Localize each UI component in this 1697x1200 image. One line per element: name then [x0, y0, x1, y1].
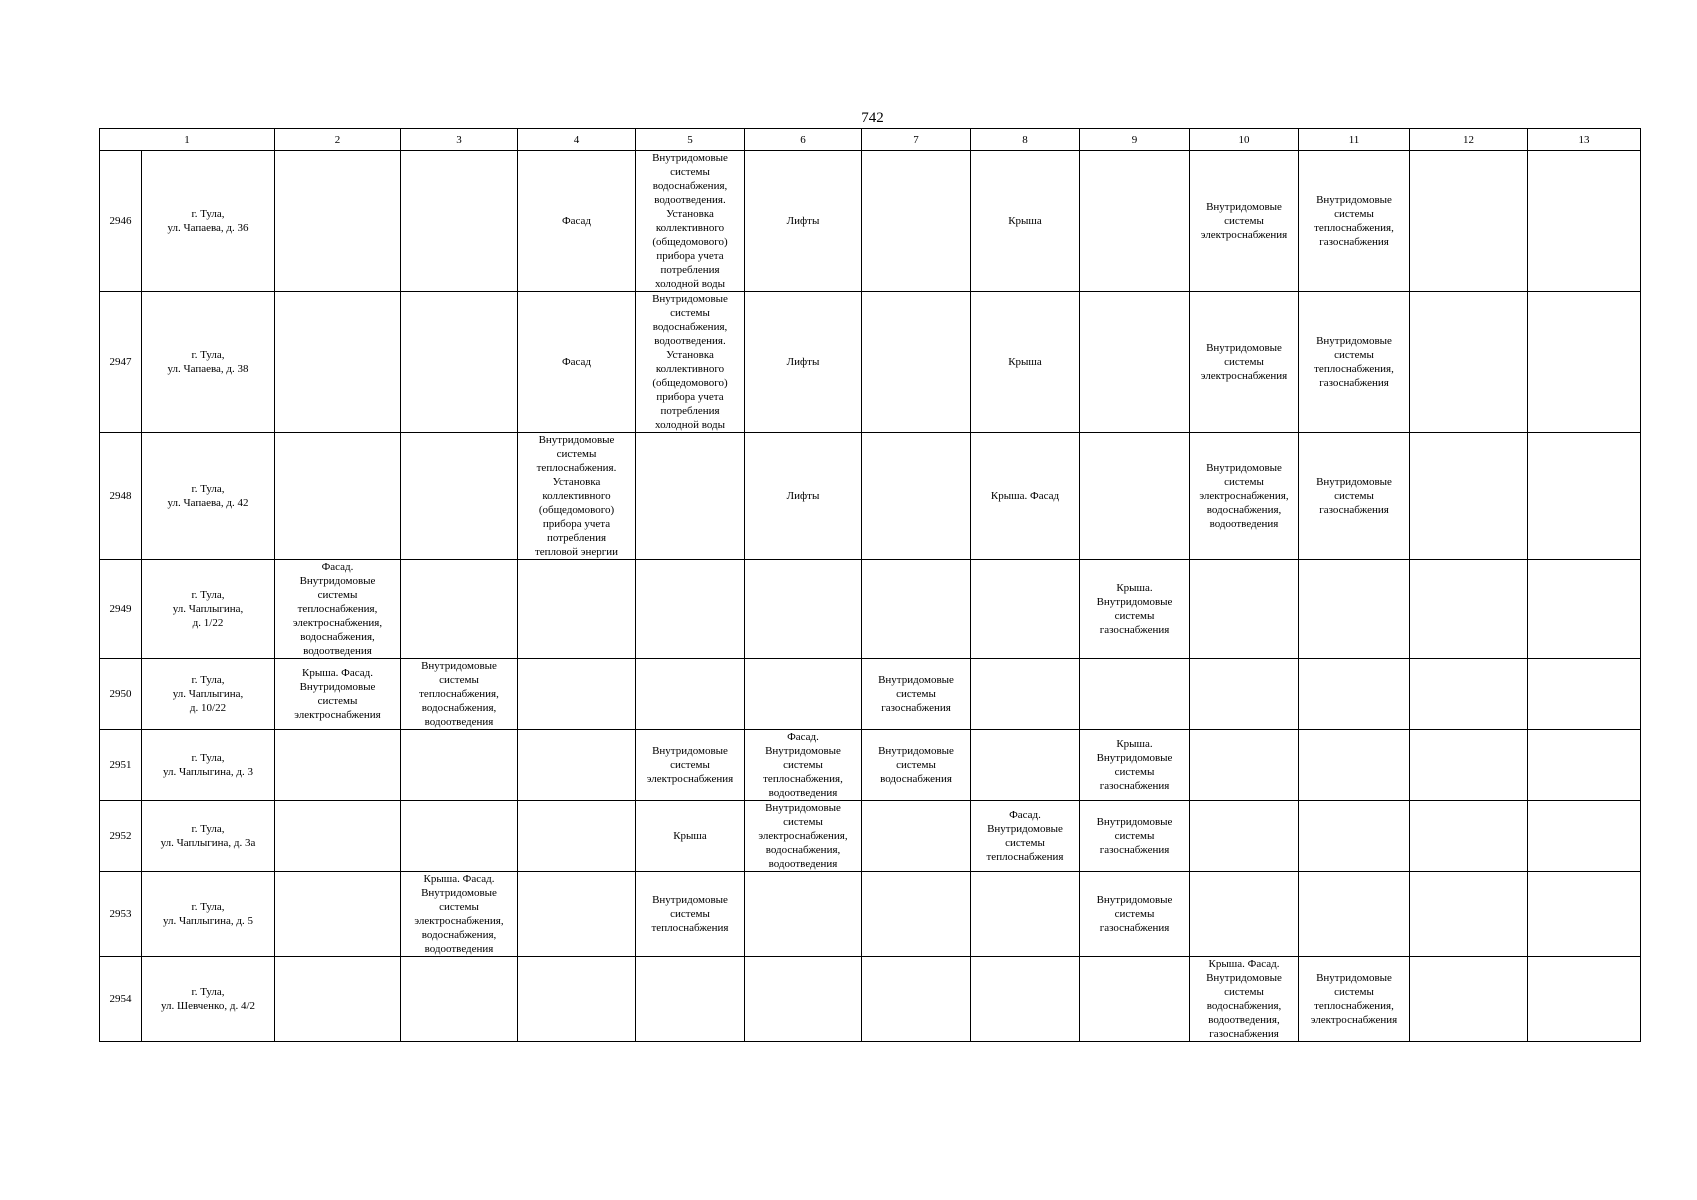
work-cell-col-12 [1410, 872, 1528, 957]
work-cell-col-10 [1190, 730, 1299, 801]
work-cell-col-11: Внутридомовые системы газоснабжения [1299, 433, 1410, 560]
work-cell-col-12 [1410, 659, 1528, 730]
work-cell-col-12 [1410, 957, 1528, 1042]
column-header-10: 10 [1190, 129, 1299, 151]
work-cell-col-12 [1410, 292, 1528, 433]
work-cell-col-12 [1410, 560, 1528, 659]
work-cell-col-12 [1410, 801, 1528, 872]
work-cell-col-6 [745, 560, 862, 659]
work-cell-col-3: Внутридомовые системы теплоснабжения, водоснабжения, водоотведения [401, 659, 518, 730]
work-cell-col-5 [636, 560, 745, 659]
work-cell-col-13 [1528, 151, 1641, 292]
row-number: 2951 [100, 730, 142, 801]
work-cell-col-10: Внутридомовые системы электроснабжения [1190, 292, 1299, 433]
work-cell-col-8 [971, 872, 1080, 957]
work-cell-col-13 [1528, 560, 1641, 659]
address-cell: г. Тула, ул. Чаплыгина, д. 5 [142, 872, 275, 957]
row-number: 2949 [100, 560, 142, 659]
work-cell-col-8: Крыша [971, 151, 1080, 292]
work-cell-col-2 [275, 730, 401, 801]
work-cell-col-12 [1410, 730, 1528, 801]
work-cell-col-3 [401, 292, 518, 433]
work-cell-col-8: Фасад. Внутридомовые системы теплоснабжения [971, 801, 1080, 872]
work-cell-col-8: Крыша [971, 292, 1080, 433]
column-header-7: 7 [862, 129, 971, 151]
work-cell-col-7 [862, 957, 971, 1042]
table-row [100, 433, 1641, 560]
work-cell-col-5 [636, 659, 745, 730]
work-cell-col-6 [745, 659, 862, 730]
work-cell-col-7 [862, 801, 971, 872]
work-cell-col-12 [1410, 433, 1528, 560]
work-cell-col-2 [275, 433, 401, 560]
table-row [100, 151, 1641, 292]
work-cell-col-9 [1080, 151, 1190, 292]
work-cell-col-3 [401, 151, 518, 292]
column-header-row [100, 129, 1641, 151]
work-cell-col-6: Внутридомовые системы электроснабжения, водоснабжения, водоотведения [745, 801, 862, 872]
work-cell-col-7 [862, 560, 971, 659]
column-header-11: 11 [1299, 129, 1410, 151]
work-cell-col-11: Внутридомовые системы теплоснабжения, электроснабжения [1299, 957, 1410, 1042]
row-number: 2954 [100, 957, 142, 1042]
table-body [100, 129, 1641, 1042]
work-cell-col-9 [1080, 659, 1190, 730]
work-cell-col-4 [518, 560, 636, 659]
work-cell-col-10: Крыша. Фасад. Внутридомовые системы водоснабжения, водоотведения, газоснабжения [1190, 957, 1299, 1042]
work-cell-col-4 [518, 801, 636, 872]
work-cell-col-7 [862, 151, 971, 292]
work-cell-col-3 [401, 560, 518, 659]
table-row [100, 801, 1641, 872]
table-row [100, 292, 1641, 433]
column-header-1: 1 [100, 129, 275, 151]
work-cell-col-10 [1190, 801, 1299, 872]
work-cell-col-4: Внутридомовые системы теплоснабжения. Установка коллективного (общедомового) прибора учета потребления тепловой энергии [518, 433, 636, 560]
work-cell-col-5: Внутридомовые системы теплоснабжения [636, 872, 745, 957]
work-cell-col-13 [1528, 872, 1641, 957]
address-cell: г. Тула, ул. Чапаева, д. 36 [142, 151, 275, 292]
work-cell-col-10 [1190, 872, 1299, 957]
column-header-8: 8 [971, 129, 1080, 151]
work-cell-col-11 [1299, 659, 1410, 730]
work-cell-col-6 [745, 957, 862, 1042]
work-cell-col-13 [1528, 957, 1641, 1042]
work-cell-col-7: Внутридомовые системы водоснабжения [862, 730, 971, 801]
work-cell-col-7 [862, 292, 971, 433]
address-cell: г. Тула, ул. Чапаева, д. 38 [142, 292, 275, 433]
table-row [100, 560, 1641, 659]
work-cell-col-9: Крыша. Внутридомовые системы газоснабжения [1080, 730, 1190, 801]
work-cell-col-11 [1299, 730, 1410, 801]
column-header-9: 9 [1080, 129, 1190, 151]
work-cell-col-13 [1528, 801, 1641, 872]
row-number: 2952 [100, 801, 142, 872]
column-header-6: 6 [745, 129, 862, 151]
work-cell-col-4: Фасад [518, 151, 636, 292]
work-cell-col-5 [636, 957, 745, 1042]
work-cell-col-5: Внутридомовые системы электроснабжения [636, 730, 745, 801]
column-header-2: 2 [275, 129, 401, 151]
work-cell-col-7: Внутридомовые системы газоснабжения [862, 659, 971, 730]
column-header-3: 3 [401, 129, 518, 151]
work-cell-col-11: Внутридомовые системы теплоснабжения, газоснабжения [1299, 151, 1410, 292]
work-cell-col-2 [275, 801, 401, 872]
work-cell-col-13 [1528, 730, 1641, 801]
table-row [100, 872, 1641, 957]
work-cell-col-4 [518, 730, 636, 801]
work-cell-col-8 [971, 730, 1080, 801]
work-cell-col-2: Фасад. Внутридомовые системы теплоснабжения, электроснабжения, водоснабжения, водоотведения [275, 560, 401, 659]
row-number: 2948 [100, 433, 142, 560]
work-cell-col-8 [971, 957, 1080, 1042]
work-cell-col-4 [518, 957, 636, 1042]
row-number: 2946 [100, 151, 142, 292]
work-cell-col-9: Внутридомовые системы газоснабжения [1080, 872, 1190, 957]
capital-repair-table [99, 128, 1641, 1042]
address-cell: г. Тула, ул. Чаплыгина, д. 10/22 [142, 659, 275, 730]
work-cell-col-13 [1528, 433, 1641, 560]
work-cell-col-11: Внутридомовые системы теплоснабжения, газоснабжения [1299, 292, 1410, 433]
work-cell-col-5 [636, 433, 745, 560]
work-cell-col-2 [275, 151, 401, 292]
row-number: 2950 [100, 659, 142, 730]
work-cell-col-11 [1299, 560, 1410, 659]
work-cell-col-7 [862, 433, 971, 560]
work-cell-col-5: Внутридомовые системы водоснабжения, водоотведения. Установка коллективного (общедомового) прибора учета потребления холодной воды [636, 151, 745, 292]
work-cell-col-6: Лифты [745, 151, 862, 292]
row-number: 2947 [100, 292, 142, 433]
work-cell-col-3 [401, 730, 518, 801]
work-cell-col-9 [1080, 433, 1190, 560]
work-cell-col-5: Крыша [636, 801, 745, 872]
work-cell-col-9: Внутридомовые системы газоснабжения [1080, 801, 1190, 872]
address-cell: г. Тула, ул. Чаплыгина, д. 1/22 [142, 560, 275, 659]
table-row [100, 659, 1641, 730]
work-cell-col-10 [1190, 659, 1299, 730]
work-cell-col-9 [1080, 292, 1190, 433]
work-cell-col-10: Внутридомовые системы электроснабжения, водоснабжения, водоотведения [1190, 433, 1299, 560]
row-number: 2953 [100, 872, 142, 957]
address-cell: г. Тула, ул. Чаплыгина, д. 3а [142, 801, 275, 872]
table-row [100, 730, 1641, 801]
work-cell-col-13 [1528, 292, 1641, 433]
work-cell-col-6: Фасад. Внутридомовые системы теплоснабжения, водоотведения [745, 730, 862, 801]
work-cell-col-3 [401, 957, 518, 1042]
work-cell-col-5: Внутридомовые системы водоснабжения, водоотведения. Установка коллективного (общедомового) прибора учета потребления холодной воды [636, 292, 745, 433]
page-number: 742 [861, 110, 884, 126]
work-cell-col-8 [971, 659, 1080, 730]
work-cell-col-11 [1299, 801, 1410, 872]
work-cell-col-9: Крыша. Внутридомовые системы газоснабжения [1080, 560, 1190, 659]
work-cell-col-12 [1410, 151, 1528, 292]
column-header-4: 4 [518, 129, 636, 151]
work-cell-col-4 [518, 872, 636, 957]
work-cell-col-7 [862, 872, 971, 957]
work-cell-col-3 [401, 801, 518, 872]
work-cell-col-2 [275, 957, 401, 1042]
work-cell-col-3: Крыша. Фасад. Внутридомовые системы электроснабжения, водоснабжения, водоотведения [401, 872, 518, 957]
work-cell-col-13 [1528, 659, 1641, 730]
address-cell: г. Тула, ул. Чаплыгина, д. 3 [142, 730, 275, 801]
column-header-12: 12 [1410, 129, 1528, 151]
work-cell-col-2 [275, 292, 401, 433]
work-cell-col-9 [1080, 957, 1190, 1042]
work-cell-col-6 [745, 872, 862, 957]
work-cell-col-11 [1299, 872, 1410, 957]
work-cell-col-6: Лифты [745, 433, 862, 560]
work-cell-col-8: Крыша. Фасад [971, 433, 1080, 560]
address-cell: г. Тула, ул. Чапаева, д. 42 [142, 433, 275, 560]
address-cell: г. Тула, ул. Шевченко, д. 4/2 [142, 957, 275, 1042]
work-cell-col-2: Крыша. Фасад. Внутридомовые системы электроснабжения [275, 659, 401, 730]
work-cell-col-2 [275, 872, 401, 957]
work-cell-col-10: Внутридомовые системы электроснабжения [1190, 151, 1299, 292]
table-row [100, 957, 1641, 1042]
work-cell-col-4 [518, 659, 636, 730]
work-cell-col-6: Лифты [745, 292, 862, 433]
work-cell-col-4: Фасад [518, 292, 636, 433]
work-cell-col-8 [971, 560, 1080, 659]
column-header-13: 13 [1528, 129, 1641, 151]
work-cell-col-3 [401, 433, 518, 560]
work-cell-col-10 [1190, 560, 1299, 659]
column-header-5: 5 [636, 129, 745, 151]
